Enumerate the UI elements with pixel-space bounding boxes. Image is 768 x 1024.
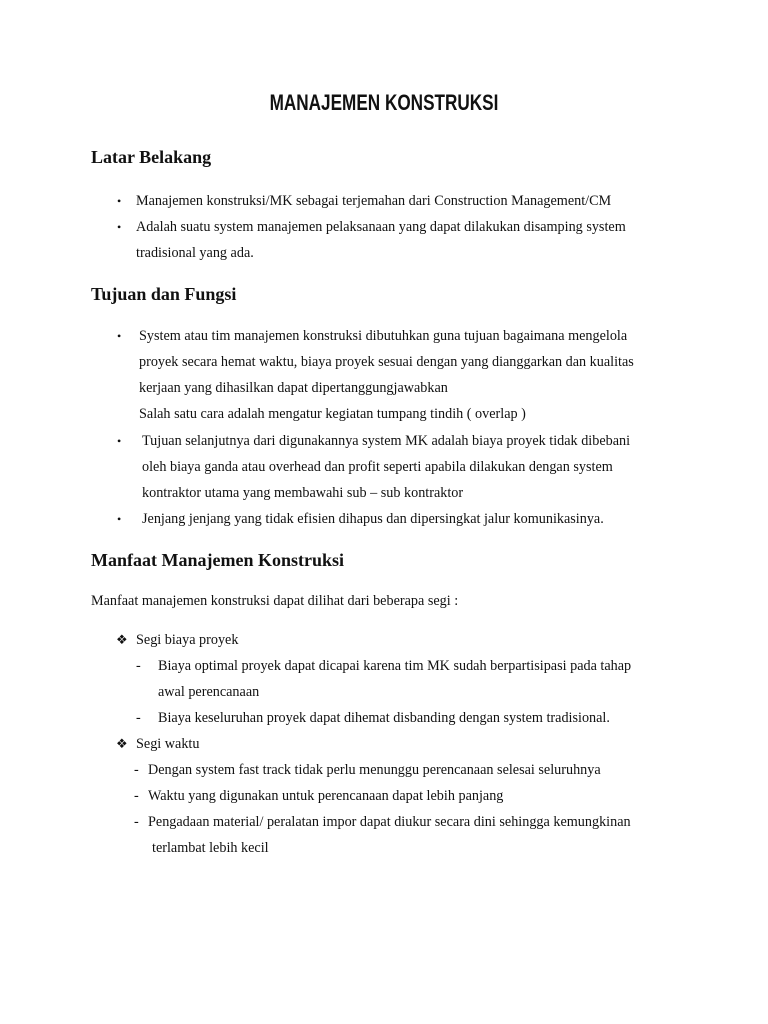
bullet-icon: • xyxy=(117,512,122,526)
list-item-continuation: kontraktor utama yang membawahi sub – sub kontraktor xyxy=(142,485,464,501)
heading-manfaat: Manfaat Manajemen Konstruksi xyxy=(91,550,344,570)
heading-tujuan-dan-fungsi: Tujuan dan Fungsi xyxy=(91,284,237,304)
bullet-icon: • xyxy=(117,194,122,208)
list-item: Adalah suatu system manajemen pelaksanaan yang dapat dilakukan disamping system xyxy=(136,219,626,235)
bullet-icon: • xyxy=(117,434,122,448)
list-item: Segi biaya proyek xyxy=(136,632,239,648)
list-item: Manajemen konstruksi/MK sebagai terjemahan dari Construction Management/CM xyxy=(136,193,612,209)
heading-latar-belakang: Latar Belakang xyxy=(91,147,212,167)
dash-icon: - xyxy=(134,814,139,830)
list-item-continuation: awal perencanaan xyxy=(158,684,260,700)
list-item-continuation: proyek secara hemat waktu, biaya proyek sesuai dengan yang dianggarkan dan kualitas xyxy=(139,354,634,370)
page-title: MANAJEMEN KONSTRUKSI xyxy=(269,90,499,115)
diamond-bullet-icon: ❖ xyxy=(116,632,128,647)
dash-icon: - xyxy=(134,762,139,778)
dash-icon: - xyxy=(134,788,139,804)
list-item: Biaya keseluruhan proyek dapat dihemat disbanding dengan system tradisional. xyxy=(158,710,610,726)
dash-icon: - xyxy=(136,658,141,674)
list-item: Tujuan selanjutnya dari digunakannya system MK adalah biaya proyek tidak dibebani xyxy=(142,433,631,449)
paragraph: Manfaat manajemen konstruksi dapat dilihat dari beberapa segi : xyxy=(91,593,459,609)
list-item: System atau tim manajemen konstruksi dibutuhkan guna tujuan bagaimana mengelola xyxy=(139,328,628,344)
list-item: Segi waktu xyxy=(136,736,200,752)
list-item: Pengadaan material/ peralatan impor dapat diukur secara dini sehingga kemungkinan xyxy=(148,814,631,830)
list-item: Jenjang jenjang yang tidak efisien dihapus dan dipersingkat jalur komunikasinya. xyxy=(142,511,604,527)
list-item: Dengan system fast track tidak perlu menunggu perencanaan selesai seluruhnya xyxy=(148,762,601,778)
list-item-continuation: tradisional yang ada. xyxy=(136,245,254,261)
bullet-icon: • xyxy=(117,329,122,343)
list-item-continuation: terlambat lebih kecil xyxy=(152,840,269,856)
list-item-continuation: kerjaan yang dihasilkan dapat dipertanggungjawabkan xyxy=(139,380,448,396)
list-item: Waktu yang digunakan untuk perencanaan dapat lebih panjang xyxy=(148,788,504,804)
list-item-continuation: oleh biaya ganda atau overhead dan profit seperti apabila dilakukan dengan system xyxy=(142,459,613,475)
diamond-bullet-icon: ❖ xyxy=(116,736,128,751)
list-item: Biaya optimal proyek dapat dicapai karena tim MK sudah berpartisipasi pada tahap xyxy=(158,658,632,674)
bullet-icon: • xyxy=(117,220,122,234)
list-item-continuation: Salah satu cara adalah mengatur kegiatan tumpang tindih ( overlap ) xyxy=(139,406,526,422)
dash-icon: - xyxy=(136,710,141,726)
